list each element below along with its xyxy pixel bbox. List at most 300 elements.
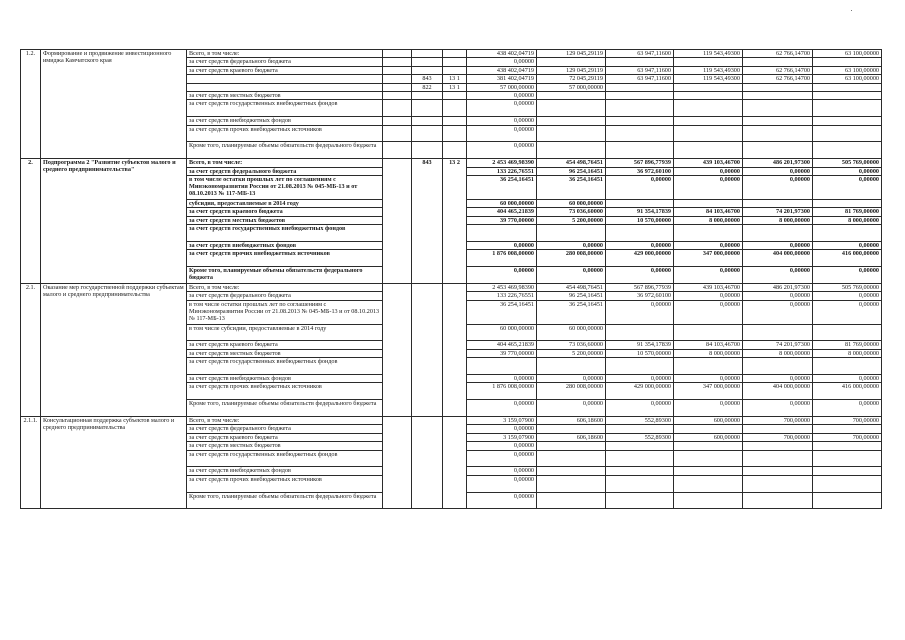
amount-cell: 552,89300 [606,417,674,425]
funding-source-label: в том числе остатки прошлых лет по соглашениям с Минэкономразвития России от 21.08.2013 № 045-МБ-13 и от 08.10.2013 № 117-МБ-13 [187,300,383,324]
amount-cell [743,492,813,509]
amount-cell [537,492,606,509]
amount-cell: 0,00000 [674,375,743,383]
amount-cell: 416 000,00000 [813,383,882,400]
amount-cell: 438 402,04719 [467,66,537,74]
amount-cell: 347 000,00000 [674,250,743,267]
amount-cell: 505 769,00000 [813,159,882,167]
amount-cell: 505 769,00000 [813,283,882,291]
amount-cell: 0,00000 [743,375,813,383]
amount-cell: 0,00000 [467,425,537,433]
amount-cell: 439 103,46700 [674,283,743,291]
amount-cell: 0,00000 [674,267,743,284]
amount-cell [606,225,674,242]
amount-cell [743,142,813,159]
funding-source-label: за счет средств прочих внебюджетных источников [187,475,383,492]
amount-cell: 0,00000 [813,241,882,249]
amount-cell [813,225,882,242]
budget-code-gr [412,117,443,125]
amount-cell: 63 100,00000 [813,50,882,58]
amount-cell: 133 226,76551 [467,292,537,300]
funding-source-label: за счет средств местных бюджетов [187,91,383,99]
amount-cell [606,142,674,159]
table-row [21,159,882,167]
funding-source-label: Всего, в том числе: [187,50,383,58]
amount-cell: 429 000,00000 [606,250,674,267]
funding-source-label: в том числе субсидии, предоставляемые в 2014 году [187,324,383,341]
amount-cell: 0,00000 [467,117,537,125]
amount-cell [467,358,537,375]
funding-source-label: за счет средств краевого бюджета [187,341,383,349]
amount-cell [606,450,674,467]
budget-code-rz [443,142,467,159]
code-spacer [383,100,412,117]
amount-cell: 567 896,77939 [606,159,674,167]
amount-cell [674,100,743,117]
budget-code-gr [412,58,443,66]
amount-cell: 39 770,00000 [467,349,537,357]
funding-source-label: Кроме того, планируемые объемы обязательств федерального бюджета [187,400,383,417]
amount-cell: 0,00000 [674,175,743,199]
amount-cell: 600,00000 [674,417,743,425]
funding-source-label: за счет средств внебюджетных фондов [187,467,383,475]
amount-cell: 1 876 008,00000 [467,383,537,400]
amount-cell: 60 000,00000 [537,199,606,207]
amount-cell [674,442,743,450]
amount-cell [674,58,743,66]
amount-cell [813,91,882,99]
amount-cell: 0,00000 [467,492,537,509]
amount-cell: 0,00000 [467,142,537,159]
amount-cell: 119 543,49300 [674,66,743,74]
amount-cell: 96 254,16451 [537,292,606,300]
amount-cell: 0,00000 [813,400,882,417]
amount-cell: 81 769,00000 [813,208,882,216]
amount-cell: 0,00000 [467,241,537,249]
amount-cell [813,442,882,450]
amount-cell [743,91,813,99]
amount-cell: 700,00000 [813,433,882,441]
code-spacer [383,417,412,509]
amount-cell: 60 000,00000 [467,199,537,207]
amount-cell: 0,00000 [674,300,743,324]
amount-cell [743,225,813,242]
amount-cell: 57 000,00000 [467,83,537,91]
amount-cell: 74 201,97300 [743,208,813,216]
budget-code-rz [443,417,467,509]
budget-table [20,49,882,509]
funding-source-label [187,83,383,91]
amount-cell: 63 947,11600 [606,75,674,83]
amount-cell: 0,00000 [467,442,537,450]
section-number: 2. [21,159,41,284]
funding-source-label: Кроме того, планируемые объемы обязательств федерального бюджета [187,142,383,159]
amount-cell: 62 766,14700 [743,50,813,58]
budget-code-gr: 822 [412,83,443,91]
amount-cell: 429 000,00000 [606,383,674,400]
amount-cell: 60 000,00000 [467,324,537,341]
amount-cell: 119 543,49300 [674,75,743,83]
amount-cell: 486 201,97300 [743,283,813,291]
funding-source-label: за счет средств прочих внебюджетных источников [187,383,383,400]
section-name: Формирование и продвижение инвестиционного имиджа Камчатского края [41,50,187,159]
amount-cell [674,142,743,159]
amount-cell [606,117,674,125]
amount-cell: 36 972,60100 [606,167,674,175]
amount-cell: 404 000,00000 [743,383,813,400]
amount-cell: 280 008,00000 [537,250,606,267]
amount-cell: 0,00000 [813,300,882,324]
amount-cell: 0,00000 [537,400,606,417]
amount-cell: 74 201,97300 [743,341,813,349]
funding-source-label: Всего, в том числе: [187,283,383,291]
amount-cell [674,324,743,341]
budget-document-sheet [20,49,882,509]
section-name: Оказание мер государственной поддержки субъектам малого и среднего предпринимательства [41,283,187,416]
amount-cell [674,475,743,492]
amount-cell: 0,00000 [813,292,882,300]
amount-cell: 0,00000 [743,241,813,249]
amount-cell: 454 498,76451 [537,283,606,291]
amount-cell: 84 103,46700 [674,208,743,216]
funding-source-label: за счет средств федерального бюджета [187,292,383,300]
amount-cell [537,467,606,475]
funding-source-label: за счет средств федерального бюджета [187,167,383,175]
amount-cell [606,125,674,142]
amount-cell: 0,00000 [674,292,743,300]
amount-cell [537,358,606,375]
amount-cell: 0,00000 [467,100,537,117]
amount-cell [537,91,606,99]
code-spacer [383,75,412,83]
funding-source-label: за счет средств федерального бюджета [187,58,383,66]
amount-cell [813,199,882,207]
amount-cell: 0,00000 [537,375,606,383]
amount-cell [813,492,882,509]
amount-cell [606,442,674,450]
amount-cell: 8 000,00000 [813,216,882,224]
amount-cell: 404 465,21839 [467,208,537,216]
amount-cell: 0,00000 [743,175,813,199]
amount-cell: 57 000,00000 [537,83,606,91]
code-spacer [383,58,412,66]
funding-source-label: Кроме того, планируемые объемы обязательств федерального бюджета [187,492,383,509]
amount-cell [606,199,674,207]
table-row [21,417,882,425]
section-name: Консультационная поддержка субъектов малого и среднего предпринимательства [41,417,187,509]
amount-cell [606,324,674,341]
amount-cell [813,425,882,433]
amount-cell [537,125,606,142]
amount-cell [674,425,743,433]
scan-speck [851,10,852,11]
amount-cell: 416 000,00000 [813,250,882,267]
section-number: 2.1.1. [21,417,41,509]
amount-cell [537,450,606,467]
amount-cell [743,100,813,117]
amount-cell: 5 200,00000 [537,216,606,224]
amount-cell: 486 201,97300 [743,159,813,167]
amount-cell: 8 000,00000 [813,349,882,357]
amount-cell [743,58,813,66]
amount-cell [606,475,674,492]
amount-cell: 129 045,29119 [537,50,606,58]
amount-cell: 438 402,04719 [467,50,537,58]
amount-cell: 8 000,00000 [674,349,743,357]
amount-cell [606,425,674,433]
amount-cell: 81 769,00000 [813,341,882,349]
amount-cell [606,358,674,375]
amount-cell [743,117,813,125]
amount-cell [537,117,606,125]
amount-cell [674,467,743,475]
budget-code-gr [412,100,443,117]
amount-cell [743,125,813,142]
budget-code-gr [412,50,443,58]
budget-code-gr [412,142,443,159]
amount-cell: 0,00000 [813,375,882,383]
amount-cell: 10 570,00000 [606,216,674,224]
amount-cell: 36 254,16451 [467,175,537,199]
amount-cell [537,100,606,117]
funding-source-label: за счет средств прочих внебюджетных источников [187,125,383,142]
amount-cell: 63 100,00000 [813,66,882,74]
amount-cell: 439 103,46700 [674,159,743,167]
budget-code-rz [443,125,467,142]
budget-code-rz [443,100,467,117]
code-spacer [383,159,412,284]
budget-code-rz [443,50,467,58]
funding-source-label: за счет средств внебюджетных фондов [187,241,383,249]
amount-cell: 567 896,77939 [606,283,674,291]
budget-code-rz: 13 1 [443,75,467,83]
amount-cell: 404 000,00000 [743,250,813,267]
amount-cell: 0,00000 [606,300,674,324]
amount-cell: 700,00000 [743,417,813,425]
funding-source-label [187,75,383,83]
amount-cell: 0,00000 [674,167,743,175]
amount-cell: 62 766,14700 [743,75,813,83]
budget-code-rz [443,283,467,416]
funding-source-label: за счет средств прочих внебюджетных источников [187,250,383,267]
amount-cell: 404 465,21839 [467,341,537,349]
amount-cell: 606,18600 [537,433,606,441]
amount-cell: 3 159,07900 [467,433,537,441]
code-spacer [383,50,412,58]
amount-cell: 91 354,17839 [606,208,674,216]
amount-cell: 36 254,16451 [537,175,606,199]
amount-cell: 8 000,00000 [743,349,813,357]
amount-cell: 133 226,76551 [467,167,537,175]
amount-cell [743,442,813,450]
funding-source-label: за счет средств государственных внебюджетных фондов [187,100,383,117]
budget-code-rz [443,117,467,125]
code-spacer [383,125,412,142]
amount-cell [743,467,813,475]
amount-cell: 280 008,00000 [537,383,606,400]
budget-code-gr [412,91,443,99]
amount-cell: 0,00000 [537,267,606,284]
amount-cell: 0,00000 [606,375,674,383]
budget-code-rz [443,58,467,66]
amount-cell: 381 402,04719 [467,75,537,83]
amount-cell: 8 000,00000 [743,216,813,224]
funding-source-label: за счет средств государственных внебюджетных фондов [187,358,383,375]
amount-cell: 72 045,29119 [537,75,606,83]
amount-cell [813,475,882,492]
funding-source-label: за счет средств местных бюджетов [187,442,383,450]
amount-cell [813,450,882,467]
amount-cell: 0,00000 [606,241,674,249]
amount-cell: 0,00000 [606,267,674,284]
budget-code-gr: 843 [412,75,443,83]
amount-cell: 2 453 469,98390 [467,159,537,167]
code-spacer [383,142,412,159]
amount-cell [743,475,813,492]
funding-source-label: за счет средств краевого бюджета [187,66,383,74]
amount-cell: 1 876 008,00000 [467,250,537,267]
funding-source-label: за счет средств местных бюджетов [187,349,383,357]
amount-cell: 63 947,11600 [606,66,674,74]
code-spacer [383,91,412,99]
amount-cell: 0,00000 [467,375,537,383]
amount-cell: 3 159,07900 [467,417,537,425]
amount-cell [674,492,743,509]
funding-source-label: за счет средств краевого бюджета [187,433,383,441]
amount-cell: 0,00000 [743,400,813,417]
amount-cell: 700,00000 [743,433,813,441]
amount-cell: 700,00000 [813,417,882,425]
amount-cell: 347 000,00000 [674,383,743,400]
funding-source-label: за счет средств внебюджетных фондов [187,117,383,125]
amount-cell: 119 543,49300 [674,50,743,58]
budget-code-gr: 843 [412,159,443,284]
amount-cell [537,58,606,66]
amount-cell [606,492,674,509]
amount-cell: 0,00000 [674,400,743,417]
amount-cell: 8 000,00000 [674,216,743,224]
amount-cell [743,425,813,433]
amount-cell: 0,00000 [467,400,537,417]
amount-cell [743,358,813,375]
funding-source-label: за счет средств местных бюджетов [187,216,383,224]
funding-source-label: Кроме того, планируемые объемы обязательств федерального бюджета [187,267,383,284]
amount-cell: 0,00000 [743,267,813,284]
amount-cell [674,125,743,142]
amount-cell: 10 570,00000 [606,349,674,357]
amount-cell: 0,00000 [467,91,537,99]
amount-cell [537,225,606,242]
amount-cell [537,425,606,433]
amount-cell: 0,00000 [467,450,537,467]
budget-code-gr [412,125,443,142]
amount-cell [606,100,674,117]
amount-cell [606,467,674,475]
amount-cell: 552,89300 [606,433,674,441]
funding-source-label: за счет средств федерального бюджета [187,425,383,433]
amount-cell: 73 036,60000 [537,341,606,349]
amount-cell: 36 254,16451 [537,300,606,324]
amount-cell [674,450,743,467]
amount-cell: 84 103,46700 [674,341,743,349]
budget-code-rz [443,91,467,99]
budget-code-rz: 13 2 [443,159,467,284]
code-spacer [383,83,412,91]
amount-cell [537,442,606,450]
amount-cell: 129 045,29119 [537,66,606,74]
amount-cell: 0,00000 [813,175,882,199]
amount-cell: 0,00000 [467,58,537,66]
amount-cell: 2 453 469,98390 [467,283,537,291]
amount-cell: 0,00000 [743,300,813,324]
amount-cell [674,225,743,242]
funding-source-label: в том числе остатки прошлых лет по соглашениям с Минэкономразвития России от 21.08.2013 № 045-МБ-13 и от 08.10.2013 № 117-МБ-13 [187,175,383,199]
budget-code-rz: 13 1 [443,83,467,91]
amount-cell: 600,00000 [674,433,743,441]
amount-cell [674,91,743,99]
amount-cell [606,83,674,91]
amount-cell: 0,00000 [467,475,537,492]
amount-cell [813,58,882,66]
section-name: Подпрограмма 2 "Развитие субъектов малого и среднего предпринимательства" [41,159,187,284]
amount-cell [813,467,882,475]
budget-code-gr [412,283,443,416]
table-row [21,283,882,291]
amount-cell: 0,00000 [467,125,537,142]
amount-cell: 0,00000 [606,400,674,417]
amount-cell [813,358,882,375]
code-spacer [383,117,412,125]
amount-cell [813,117,882,125]
funding-source-label: Всего, в том числе: [187,417,383,425]
amount-cell [813,83,882,91]
amount-cell: 0,00000 [606,175,674,199]
code-spacer [383,283,412,416]
amount-cell: 62 766,14700 [743,66,813,74]
amount-cell [537,475,606,492]
amount-cell [743,324,813,341]
amount-cell: 0,00000 [813,167,882,175]
code-spacer [383,66,412,74]
funding-source-label: Всего, в том числе: [187,159,383,167]
amount-cell: 96 254,16451 [537,167,606,175]
amount-cell: 39 770,00000 [467,216,537,224]
amount-cell: 36 972,60100 [606,292,674,300]
amount-cell: 606,18600 [537,417,606,425]
amount-cell: 454 498,76451 [537,159,606,167]
amount-cell [467,225,537,242]
amount-cell [743,83,813,91]
section-number: 1.2. [21,50,41,159]
section-number: 2.1. [21,283,41,416]
amount-cell: 0,00000 [467,467,537,475]
funding-source-label: субсидия, предоставляемые в 2014 году [187,199,383,207]
amount-cell [813,142,882,159]
amount-cell: 0,00000 [743,167,813,175]
amount-cell: 5 200,00000 [537,349,606,357]
funding-source-label: за счет средств внебюджетных фондов [187,375,383,383]
amount-cell [537,142,606,159]
funding-source-label: за счет средств государственных внебюджетных фондов [187,450,383,467]
amount-cell [606,58,674,66]
funding-source-label: за счет средств краевого бюджета [187,208,383,216]
amount-cell: 60 000,00000 [537,324,606,341]
funding-source-label: за счет средств государственных внебюджетных фондов [187,225,383,242]
amount-cell [674,199,743,207]
amount-cell [813,125,882,142]
budget-code-gr [412,417,443,509]
amount-cell: 0,00000 [743,292,813,300]
